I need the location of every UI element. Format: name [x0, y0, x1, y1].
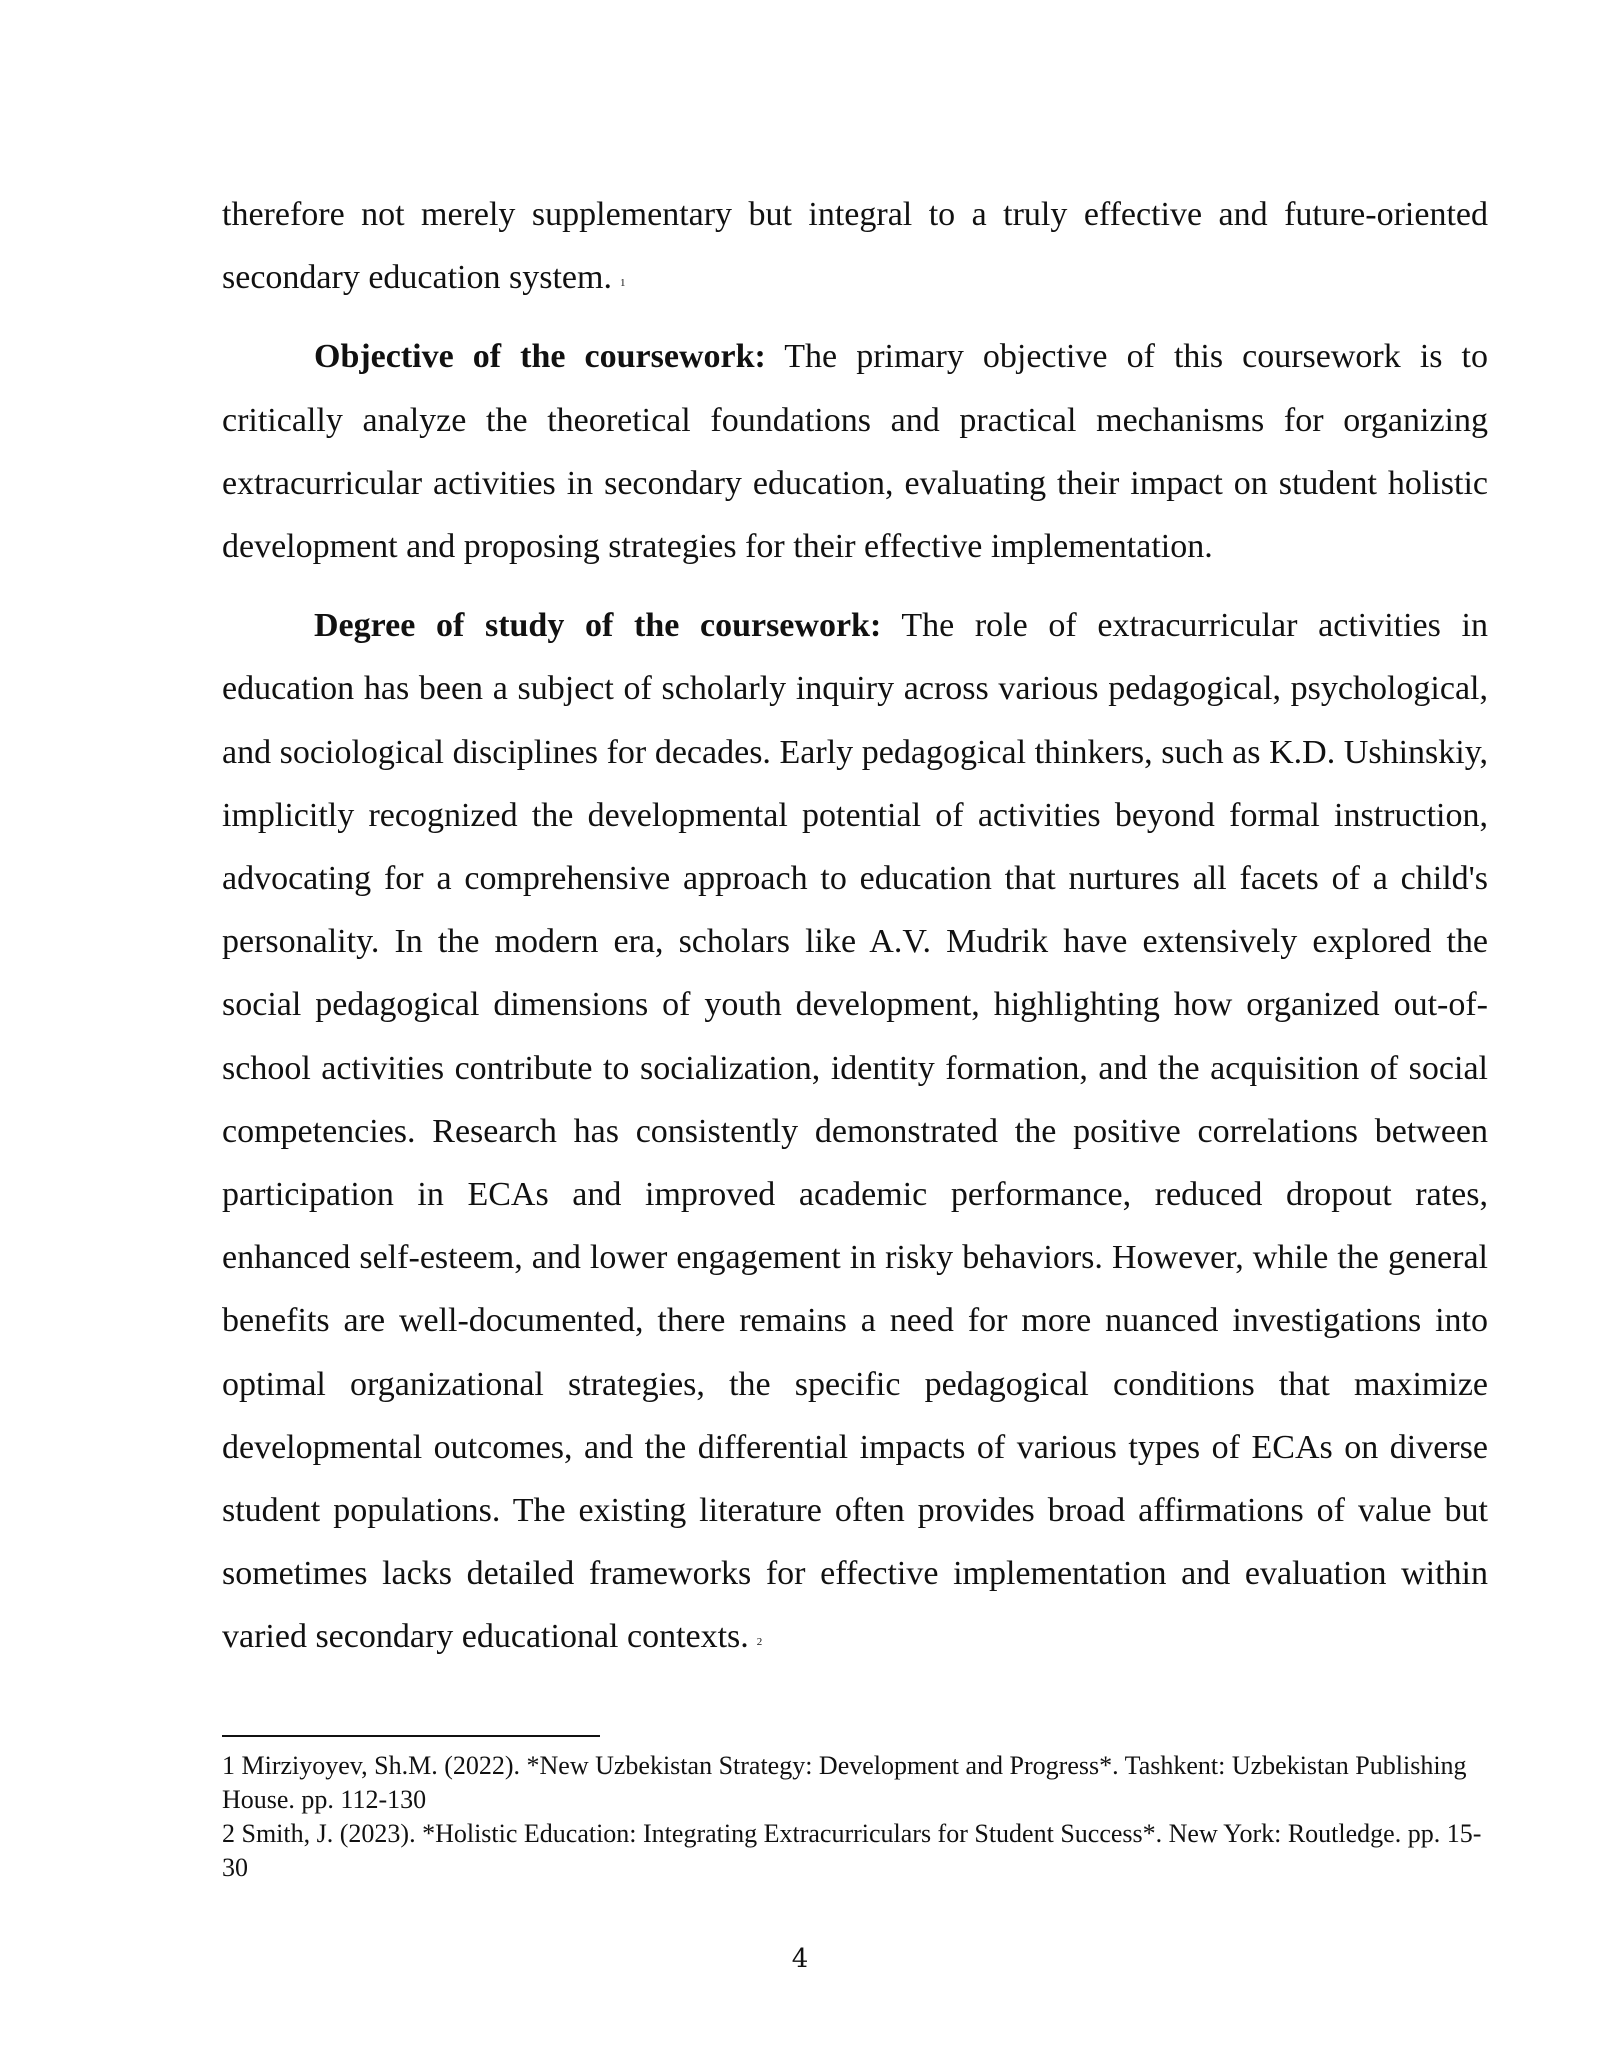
- paragraph-text: The role of extracurricular activities in education has been a subject of scholarly inquiry across various pedagogical, psychological, and sociological disciplines for decades. Early pedagogical thinkers, such as K.D. Ushinskiy, implicitly recognized the developmental potential of activities beyond formal instruction, advocating for a comprehensive approach to education that nurtures all facets of a child's personality. In the modern era, scholars like A.V. Mudrik have extensively explored the social pedagogical dimensions of youth development, highlighting how organized out-of-school activities contribute to socialization, identity formation, and the acquisition of social competencies. Research has consistently demonstrated the positive correlations between participation in ECAs and improved academic performance, reduced dropout rates, enhanced self-esteem, and lower engagement in risky behaviors. However, while the general benefits are well-documented, there remains a need for more nuanced investigations into optimal organizational strategies, the specific pedagogical conditions that maximize developmental outcomes, and the differential impacts of various types of ECAs on diverse student populations. The existing literature often provides broad affirmations of value but sometimes lacks detailed frameworks for effective implementation and evaluation within varied secondary educational contexts.: [222, 607, 1488, 1656]
- paragraph-label: Objective of the coursework:: [314, 338, 766, 376]
- body-text: [222, 183, 1488, 1669]
- paragraph-objective: [222, 325, 1488, 578]
- paragraph-text: therefore not merely supplementary but integral to a truly effective and future-oriented secondary education system.: [222, 196, 1488, 297]
- paragraph-label: Degree of study of the coursework:: [314, 607, 882, 645]
- footnote-1: [222, 1749, 1488, 1817]
- page-number: 4: [791, 1944, 809, 1974]
- footnote-reference-1: 1: [619, 277, 626, 290]
- footnote-text: Mirziyoyev, Sh.M. (2022). *New Uzbekistan Strategy: Development and Progress*. Tashkent: Uzbekistan Publishing House. pp. 112-130: [222, 1751, 1467, 1814]
- footnote-separator: [222, 1735, 600, 1737]
- paragraph-continuation: [222, 183, 1488, 309]
- footnote-reference-2: 2: [756, 1636, 763, 1649]
- footnote-number: 2: [222, 1819, 235, 1848]
- footnote-number: 1: [222, 1751, 235, 1780]
- paragraph-degree-of-study: [222, 594, 1488, 1668]
- paragraph-text: The primary objective of this coursework is to critically analyze the theoretical foundations and practical mechanisms for organizing extracurricular activities in secondary education, evaluating their impact on student holistic development and proposing strategies for their effective implementation.: [222, 338, 1488, 566]
- footnote-text: Smith, J. (2023). *Holistic Education: Integrating Extracurriculars for Student Success*. New York: Routledge. pp. 15-30: [222, 1819, 1482, 1882]
- footnote-2: [222, 1817, 1488, 1885]
- footnotes: [222, 1749, 1488, 1885]
